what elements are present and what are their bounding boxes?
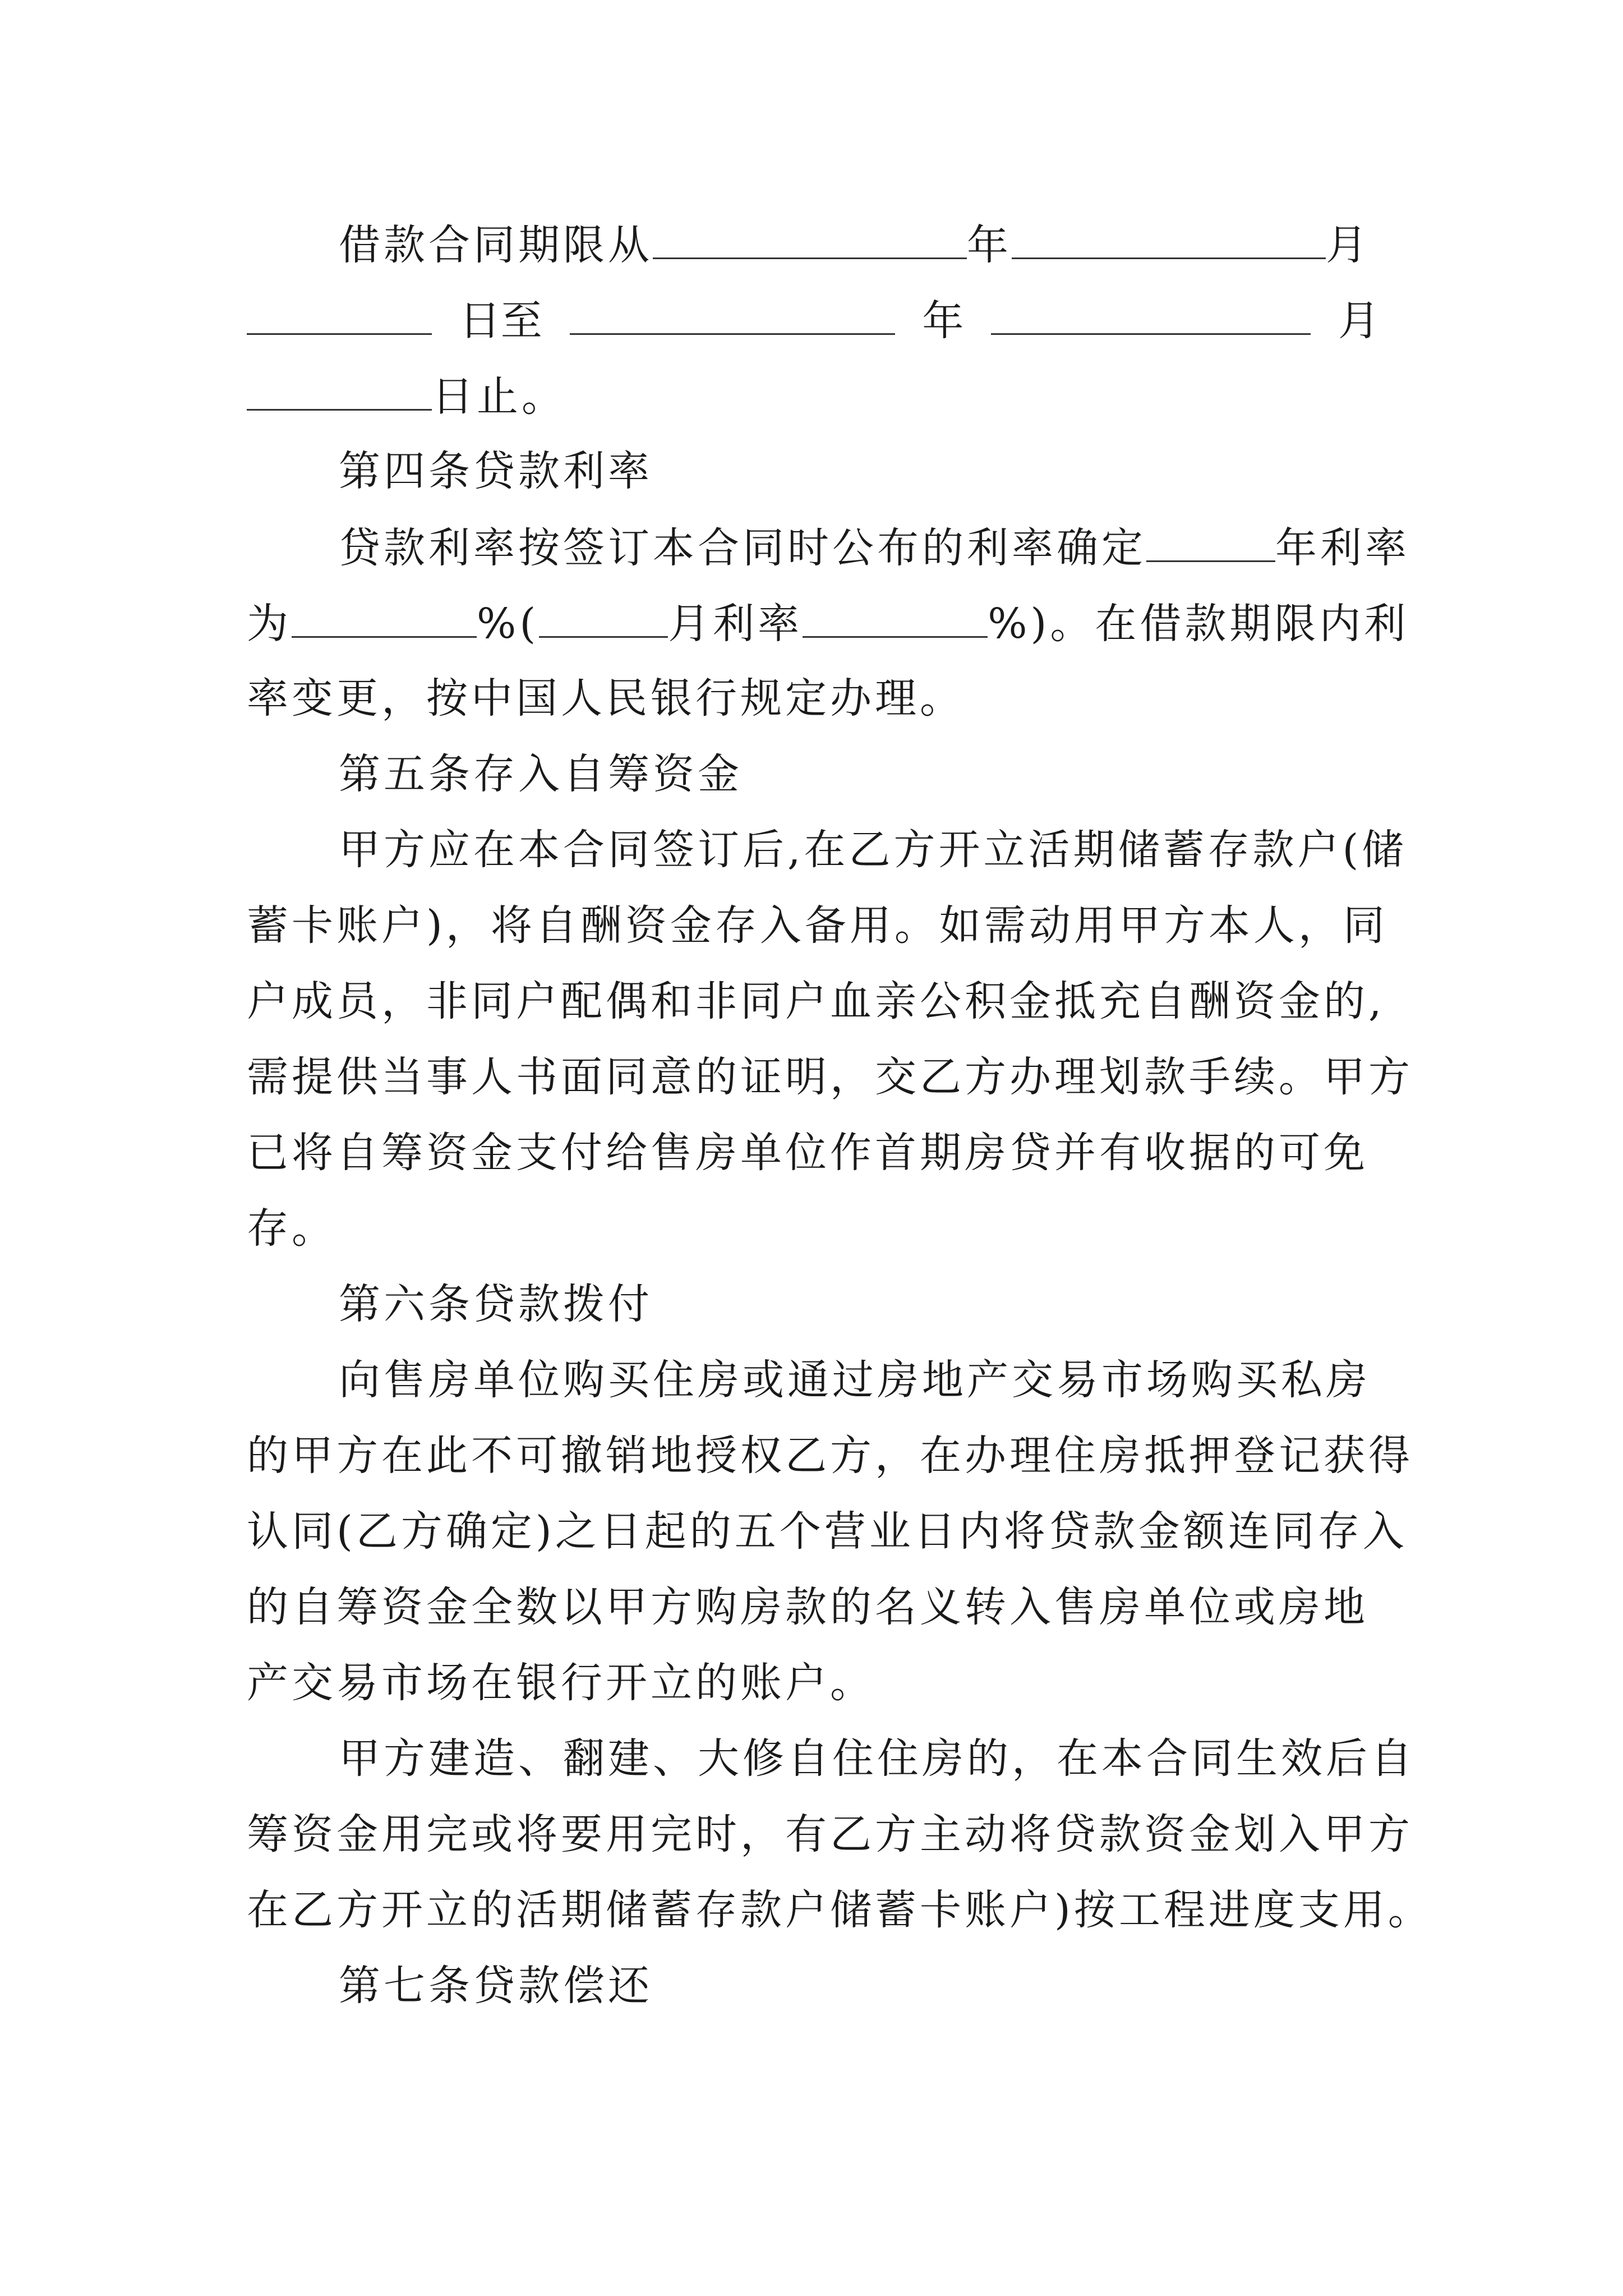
term-start-label: 借款合同期限从 xyxy=(339,221,653,269)
rate-line-1 xyxy=(339,519,1410,575)
rate-text-wei: 为 xyxy=(247,600,292,648)
blank-end-year xyxy=(570,292,895,335)
article-5-line: 存。 xyxy=(247,1204,336,1253)
annual-rate-label: 年利率 xyxy=(1275,524,1410,572)
article-7-heading: 第七条贷款偿还 xyxy=(339,1962,653,2010)
article-6-line: 在乙方开立的活期储蓄存款户储蓄卡账户)按工程进度支用。 xyxy=(247,1886,1433,1934)
blank-rate-basis xyxy=(1146,519,1275,562)
monthly-rate-label: 月利率 xyxy=(668,600,803,648)
end-month-label: 月 xyxy=(1338,297,1380,345)
blank-monthly-rate xyxy=(803,595,988,638)
article-6-line: 筹资金用完或将要用完时，有乙方主动将贷款资金划入甲方 xyxy=(247,1810,1413,1858)
article-5-line: 户成员，非同户配偶和非同户血亲公积金抵充自酬资金的, xyxy=(247,977,1385,1025)
article-6-heading: 第六条贷款拨付 xyxy=(339,1280,653,1328)
rate-line-2 xyxy=(247,595,1409,651)
term-line-1 xyxy=(339,216,1380,272)
article-5-line: 甲方应在本合同签订后,在乙方开立活期储蓄存款户(储 xyxy=(339,826,1407,874)
blank-start-year xyxy=(653,216,967,259)
month-label: 月 xyxy=(1326,221,1371,269)
blank-annual-rate xyxy=(292,595,477,638)
blank-start-month xyxy=(1012,216,1326,259)
blank-end-month xyxy=(991,292,1311,335)
term-line-2 xyxy=(247,292,1380,348)
end-year-label: 年 xyxy=(922,297,964,345)
article-5-line: 已将自筹资金支付给售房单位作首期房贷并有收据的可免 xyxy=(247,1129,1368,1177)
blank-start-day xyxy=(247,292,432,335)
article-6-line: 产交易市场在银行开立的账户。 xyxy=(247,1659,875,1707)
rate-line-3: 率变更，按中国人民银行规定办理。 xyxy=(247,674,965,723)
article-6-line: 向售房单位购买住房或通过房地产交易市场购买私房 xyxy=(339,1356,1371,1404)
blank-month-rate-basis xyxy=(539,595,668,638)
article-5-line: 蓄卡账户)，将自酬资金存入备用。如需动用甲方本人，同 xyxy=(247,901,1388,950)
article-5-line: 需提供当事人书面同意的证明，交乙方办理划款手续。甲方 xyxy=(247,1053,1413,1101)
article-5-heading: 第五条存入自筹资金 xyxy=(339,750,743,798)
article-4-heading: 第四条贷款利率 xyxy=(339,447,653,495)
day-to-label: 日至 xyxy=(459,297,542,345)
article-6-line: 认同(乙方确定)之日起的五个营业日内将贷款金额连同存入 xyxy=(247,1507,1408,1556)
article-6-line: 的甲方在此不可撤销地授权乙方，在办理住房抵押登记获得 xyxy=(247,1432,1413,1480)
percent-close: %)。在借款期限内利 xyxy=(988,600,1409,648)
day-end-label: 日止。 xyxy=(432,372,566,421)
blank-end-day xyxy=(247,367,432,411)
year-label: 年 xyxy=(967,221,1012,269)
article-6-line: 甲方建造、翻建、大修自住住房的，在本合同生效后自 xyxy=(339,1734,1415,1783)
article-6-line: 的自筹资金全数以甲方购房款的名义转入售房单位或房地 xyxy=(247,1583,1368,1631)
rate-text-1: 贷款利率按签订本合同时公布的利率确定 xyxy=(339,524,1146,572)
percent-open: %( xyxy=(477,600,540,648)
term-line-3 xyxy=(247,367,1380,424)
